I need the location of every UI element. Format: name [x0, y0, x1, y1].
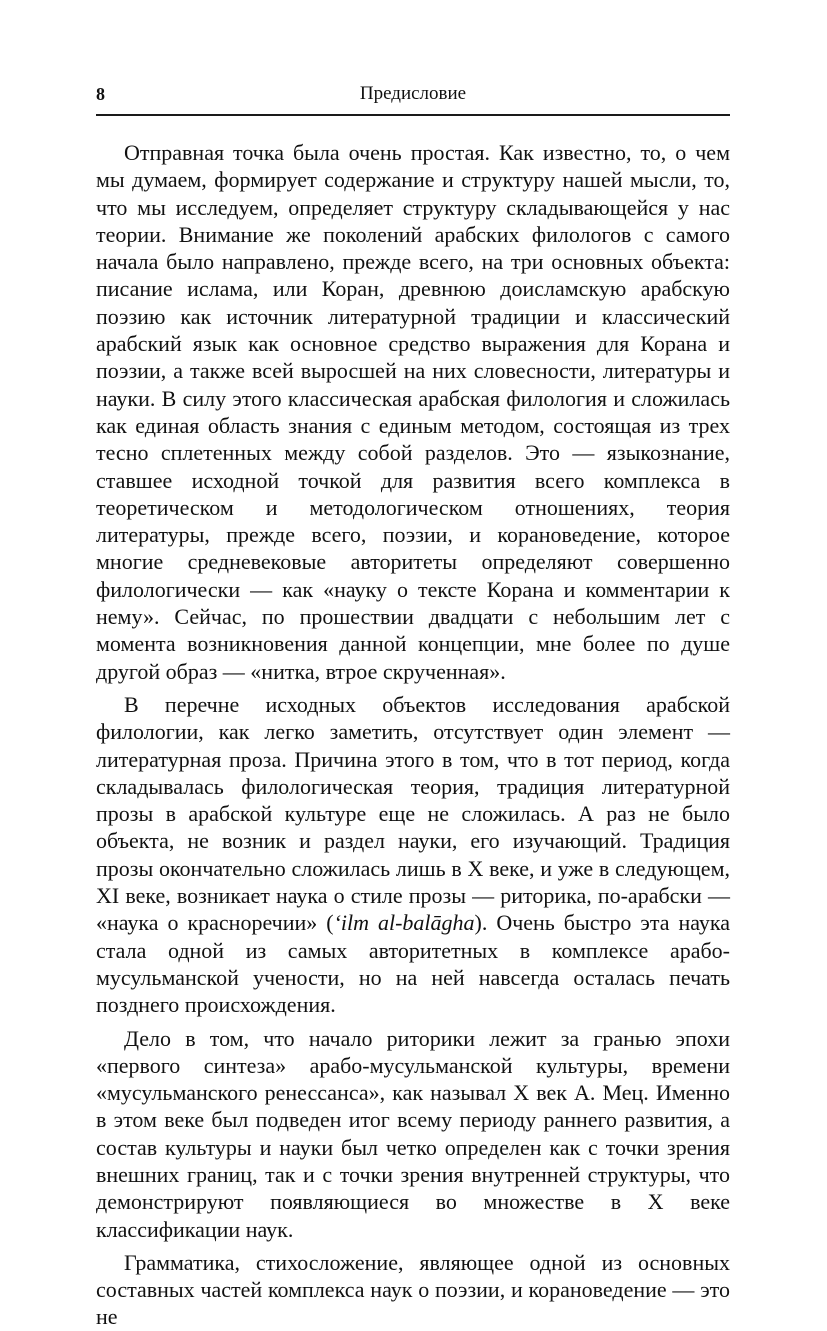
paragraph-2-text-before: В перечне исходных объектов исследования арабской филологии, как легко заметить, отсутствует один элемент — литературная проза. Причина этого в том, что в тот период, когда складывалась филологическая теория, традиция литературной прозы в арабской культуре еще не сложилась. А раз не было объекта, не возник и раздел науки, его изучающий. Традиция прозы окончательно сложилась лишь в X веке, и уже в следующем, XI веке, возникает наука о стиле прозы — риторика, по-арабски — «наука о красноречии» ( — [96, 691, 730, 936]
running-header — [96, 82, 730, 112]
paragraph-2-text-after: ). Очень быстро эта наука стала одной из самых авторитетных в комплексе арабо-мусульманской учености, но на ней навсегда осталась печать позднего происхождения. — [96, 910, 730, 1018]
arabic-term: ‘ilm al-balāgha — [333, 910, 475, 936]
body-text — [96, 139, 730, 1331]
header-rule — [96, 114, 730, 116]
paragraph-1: Отправная точка была очень простая. Как известно, то, о чем мы думаем, формирует содержание и структуру нашей мысли, то, что мы исследуем, определяет структуру складывающейся у нас теории. Внимание же поколений арабских филологов с самого начала было направлено, прежде всего, на три основных объекта: писание ислама, или Коран, древнюю доисламскую арабскую поэзию как источник литературной традиции и классический арабский язык как основное средство выражения для Корана и поэзии, а также всей выросшей на них словесности, литературы и науки. В силу этого классическая арабская филология и сложилась как единая область знания с единым методом, состоящая из трех тесно сплетенных между собой разделов. Это — языкознание, ставшее исходной точкой для развития всего комплекса в теоретическом и методологическом отношениях, теория литературы, прежде всего, поэзии, и корановедение, которое многие средневековые авторитеты определяют совершенно филологически — как «науку о тексте Корана и комментарии к нему». Сейчас, по прошествии двадцати с небольшим лет с момента возникновения данной концепции, мне более по душе другой образ — «нитка, втрое скрученная». — [96, 140, 730, 684]
running-title: Предисловие — [359, 83, 467, 104]
paragraph-3: Дело в том, что начало риторики лежит за гранью эпохи «первого синтеза» арабо-мусульманской культуры, времени «мусульманского ренессанса», как называл X век А. Мец. Именно в этом веке был подведен итог всему периоду раннего развития, а состав культуры и науки был четко определен как с точки зрения внешних границ, так и с точки зрения внутренней структуры, что демонстрируют появляющиеся во множестве в X веке классификации наук. — [96, 1025, 730, 1242]
page-number: 8 — [96, 84, 105, 104]
paragraph-4: Грамматика, стихосложение, являющее одной из основных составных частей комплекса наук о поэзии, и корановедение — это не — [96, 1249, 730, 1330]
paragraph-2 — [96, 691, 730, 1019]
